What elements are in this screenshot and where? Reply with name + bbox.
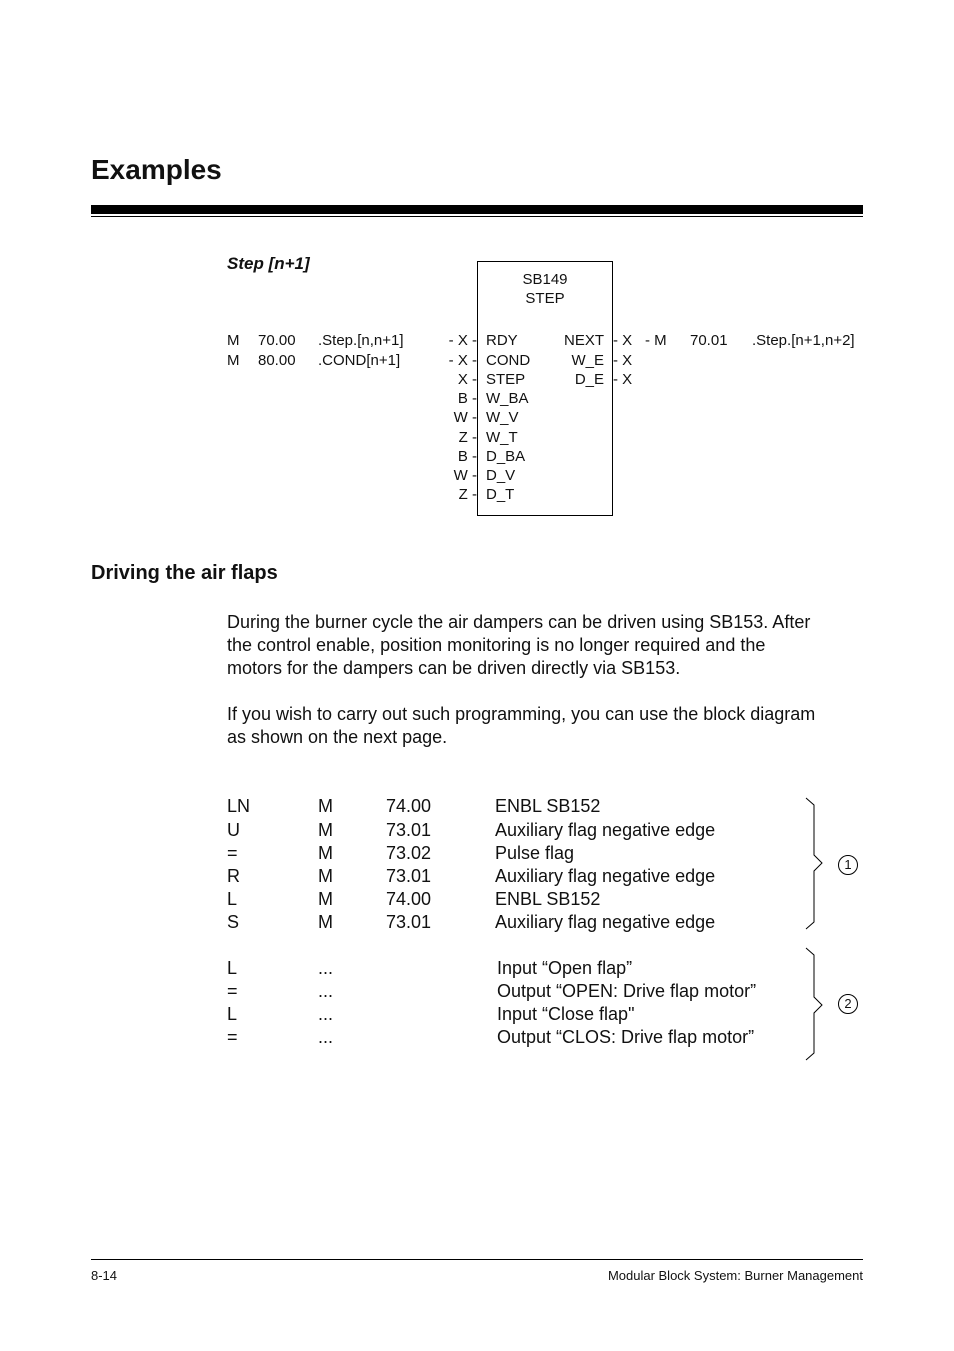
- marker-1: 1: [838, 855, 858, 875]
- input-name: STEP: [486, 371, 526, 388]
- input-type: W -: [453, 409, 477, 426]
- code-address: 73.01: [386, 820, 432, 840]
- code-address: 74.00: [386, 796, 432, 816]
- code-area: ...: [318, 1004, 334, 1024]
- section-title: Driving the air flaps: [91, 562, 278, 584]
- output-name: D_E: [574, 371, 604, 388]
- input-type: - X -: [448, 332, 477, 349]
- output-type: - X: [613, 371, 633, 388]
- input-type: B -: [457, 448, 477, 465]
- input-name: RDY: [486, 332, 518, 349]
- footer-title: Modular Block System: Burner Management: [607, 1268, 863, 1283]
- paragraph-line: the control enable, position monitoring is no longer required and the: [227, 635, 766, 655]
- code-comment: Output “CLOS: Drive flap motor”: [497, 1027, 755, 1047]
- input-type: X -: [457, 371, 477, 388]
- code-op: L: [227, 1004, 238, 1024]
- right-operand-address: 70.01: [690, 332, 728, 349]
- brace-1: [800, 795, 830, 935]
- output-type: - X: [613, 352, 633, 369]
- output-name: NEXT: [563, 332, 604, 349]
- output-type: - X: [613, 332, 633, 349]
- input-type: W -: [453, 467, 477, 484]
- code-op: L: [227, 889, 238, 909]
- output-name: W_E: [571, 352, 604, 369]
- code-comment: Output “OPEN: Drive flap motor”: [497, 981, 757, 1001]
- block-name: SB149: [522, 271, 568, 288]
- code-op: L: [227, 958, 238, 978]
- paragraph-line: During the burner cycle the air dampers can be driven using SB153. After: [227, 612, 811, 632]
- code-comment: Auxiliary flag negative edge: [495, 820, 716, 840]
- brace-2: [800, 945, 830, 1065]
- code-address: 74.00: [386, 889, 432, 909]
- input-name: W_BA: [486, 390, 529, 407]
- code-area: M: [318, 820, 333, 840]
- paragraph-line: If you wish to carry out such programming, you can use the block diagram: [227, 704, 816, 724]
- input-name: D_T: [486, 486, 515, 503]
- code-op: =: [227, 981, 238, 1001]
- paragraph-line: as shown on the next page.: [227, 727, 448, 747]
- code-area: ...: [318, 981, 334, 1001]
- input-name: W_T: [486, 429, 518, 446]
- input-name: D_BA: [486, 448, 526, 465]
- block-type: STEP: [525, 290, 565, 307]
- page-number: 8-14: [91, 1268, 118, 1283]
- left-operand-symbol: .COND[n+1]: [318, 352, 401, 369]
- right-operand-symbol: .Step.[n+1,n+2]: [752, 332, 855, 349]
- input-name: D_V: [486, 467, 516, 484]
- code-area: M: [318, 866, 333, 886]
- code-area: M: [318, 889, 333, 909]
- input-type: Z -: [458, 486, 477, 503]
- code-area: ...: [318, 1027, 334, 1047]
- code-comment: Input “Open flap”: [497, 958, 633, 978]
- code-area: ...: [318, 958, 334, 978]
- code-address: 73.01: [386, 866, 432, 886]
- left-operand-address: 70.00: [258, 332, 296, 349]
- code-comment: Auxiliary flag negative edge: [495, 866, 716, 886]
- right-operand-prefix: - M: [645, 332, 667, 349]
- code-area: M: [318, 796, 333, 816]
- input-type: Z -: [458, 429, 477, 446]
- paragraph-line: motors for the dampers can be driven directly via SB153.: [227, 658, 681, 678]
- left-operand-symbol: .Step.[n,n+1]: [318, 332, 404, 349]
- code-op: =: [227, 1027, 238, 1047]
- footer-rule: [91, 1259, 863, 1260]
- code-op: U: [227, 820, 240, 840]
- title-rule-thin: [91, 216, 863, 217]
- input-name: W_V: [486, 409, 519, 426]
- code-comment: Pulse flag: [495, 843, 575, 863]
- code-comment: Auxiliary flag negative edge: [495, 912, 716, 932]
- code-comment: ENBL SB152: [495, 796, 601, 816]
- code-area: M: [318, 912, 333, 932]
- input-name: COND: [486, 352, 531, 369]
- code-area: M: [318, 843, 333, 863]
- left-operand-address: 80.00: [258, 352, 296, 369]
- step-label: Step [n+1]: [227, 254, 310, 273]
- code-comment: Input “Close flap": [497, 1004, 635, 1024]
- left-operand-prefix: M: [227, 352, 240, 369]
- code-op: LN: [227, 796, 251, 816]
- code-address: 73.01: [386, 912, 432, 932]
- marker-2: 2: [838, 994, 858, 1014]
- code-op: R: [227, 866, 240, 886]
- code-op: =: [227, 843, 238, 863]
- left-operand-prefix: M: [227, 332, 240, 349]
- input-type: - X -: [448, 352, 477, 369]
- page-title: Examples: [91, 154, 222, 185]
- code-comment: ENBL SB152: [495, 889, 601, 909]
- input-type: B -: [457, 390, 477, 407]
- code-op: S: [227, 912, 240, 932]
- code-address: 73.02: [386, 843, 432, 863]
- title-rule-thick: [91, 205, 863, 214]
